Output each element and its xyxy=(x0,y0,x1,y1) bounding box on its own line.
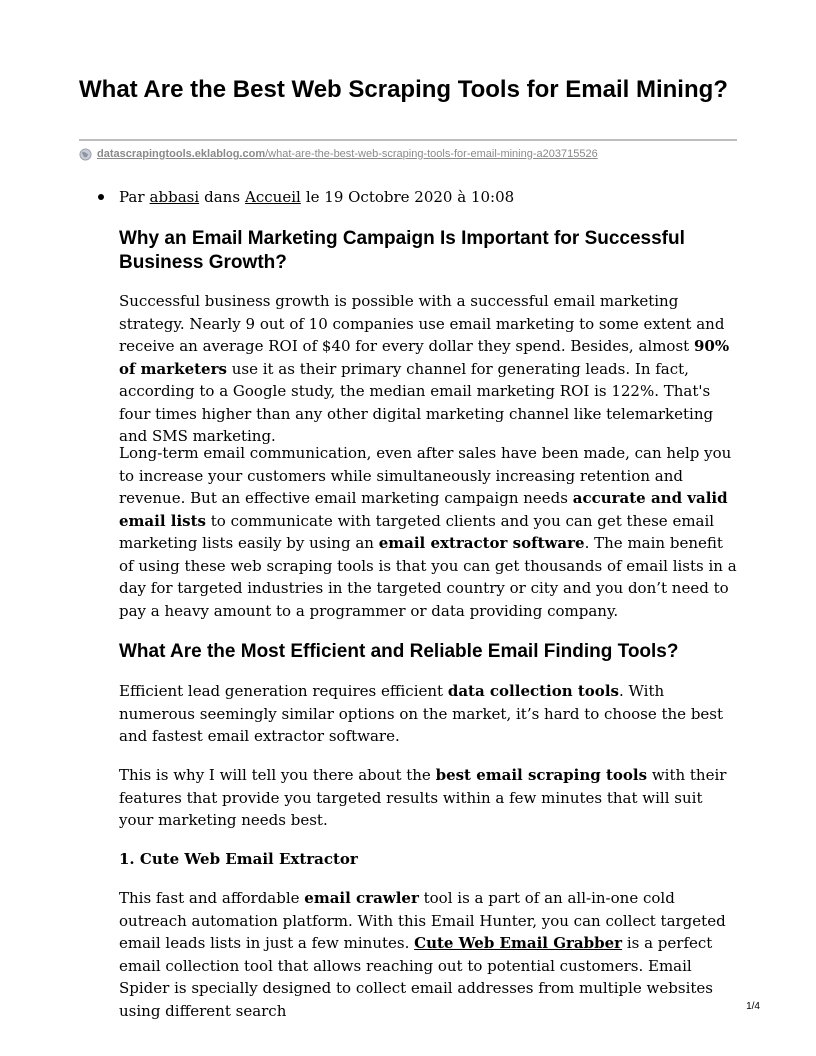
section1-paragraph-1 xyxy=(119,290,739,448)
url-path[interactable]: /what-are-the-best-web-scraping-tools-for-email-mining-a203715526 xyxy=(265,148,598,160)
source-url[interactable] xyxy=(79,146,598,162)
bold-text: 90% of marketers xyxy=(119,337,730,378)
text: tool is a part of an all-in-one cold outreach automation platform. With this Email Hunter, you can collect targeted email leads lists in just a few minutes. xyxy=(119,889,726,952)
text: with their features that provide you targeted results within a few minutes that will suit your marketing needs best. xyxy=(119,766,727,829)
text: Successful business growth is possible with a successful email marketing strategy. Nearly 9 out of 10 companies use email marketing to some extent and receive an average ROI of $40 for every dollar they spend. Besides, almost xyxy=(119,292,725,355)
section1-heading-block xyxy=(119,227,739,275)
text: Long-term email communication, even after sales have been made, can help you to increase your customers while simultaneously increasing retention and revenue. But an effective email marketing campaign needs xyxy=(119,444,732,507)
text: . With numerous seemingly similar options on the market, it’s hard to choose the best and fastest email extractor software. xyxy=(119,682,724,745)
category-link[interactable]: Accueil xyxy=(245,188,301,206)
text: Efficient lead generation requires efficient xyxy=(119,682,448,700)
meta-date: le 19 Octobre 2020 à 10:08 xyxy=(305,188,515,206)
meta-prefix: Par xyxy=(119,188,145,206)
text: is a perfect email collection tool that allows reaching out to potential customers. Email Spider is specially designed to collect email addresses from multiple websites using different search xyxy=(119,934,713,1020)
text: to communicate with targeted clients and you can get these email marketing lists easily by using an xyxy=(119,511,715,552)
bold-text: email crawler xyxy=(304,889,419,907)
bold-text: best email scraping tools xyxy=(435,766,648,784)
tool-1-heading: 1. Cute Web Email Extractor xyxy=(119,850,358,868)
section1-paragraph-2 xyxy=(119,442,739,622)
title-divider xyxy=(79,139,737,141)
globe-icon xyxy=(79,148,92,161)
section2-paragraph-3 xyxy=(119,887,739,1022)
cute-web-email-grabber-link[interactable]: Cute Web Email Grabber xyxy=(414,934,623,952)
text: . The main benefit of using these web scraping tools is that you can get thousands of email lists in a day for targeted industries in the targeted country or city and you don’t need to pay a heavy amount to a programmer or data providing company. xyxy=(119,534,737,620)
page-number: 1/4 xyxy=(746,1001,760,1012)
section2-paragraph-1 xyxy=(119,680,739,748)
bold-text: email extractor software xyxy=(378,534,585,552)
section2-heading-block xyxy=(119,640,739,664)
url-host[interactable]: datascrapingtools.eklablog.com xyxy=(97,148,266,160)
post-meta xyxy=(98,187,514,207)
subheading-block xyxy=(119,848,739,870)
text: This is why I will tell you there about the xyxy=(119,766,436,784)
section1-heading: Why an Email Marketing Campaign Is Important for Successful Business Growth? xyxy=(119,228,685,273)
section2-paragraph-2 xyxy=(119,764,739,832)
author-link[interactable]: abbasi xyxy=(149,188,200,206)
bullet xyxy=(98,194,104,200)
meta-in: dans xyxy=(204,188,241,206)
bold-text: data collection tools xyxy=(447,682,619,700)
page-title: What Are the Best Web Scraping Tools for Email Mining? xyxy=(79,76,728,103)
section2-heading: What Are the Most Efficient and Reliable Email Finding Tools? xyxy=(119,641,679,662)
text: This fast and affordable xyxy=(119,889,305,907)
bold-text: accurate and valid email lists xyxy=(119,489,728,530)
text: use it as their primary channel for generating leads. In fact, according to a Google study, the median email marketing ROI is 122%. That's four times higher than any other digital marketing channel like telemarketing and SMS marketing. xyxy=(119,359,714,445)
